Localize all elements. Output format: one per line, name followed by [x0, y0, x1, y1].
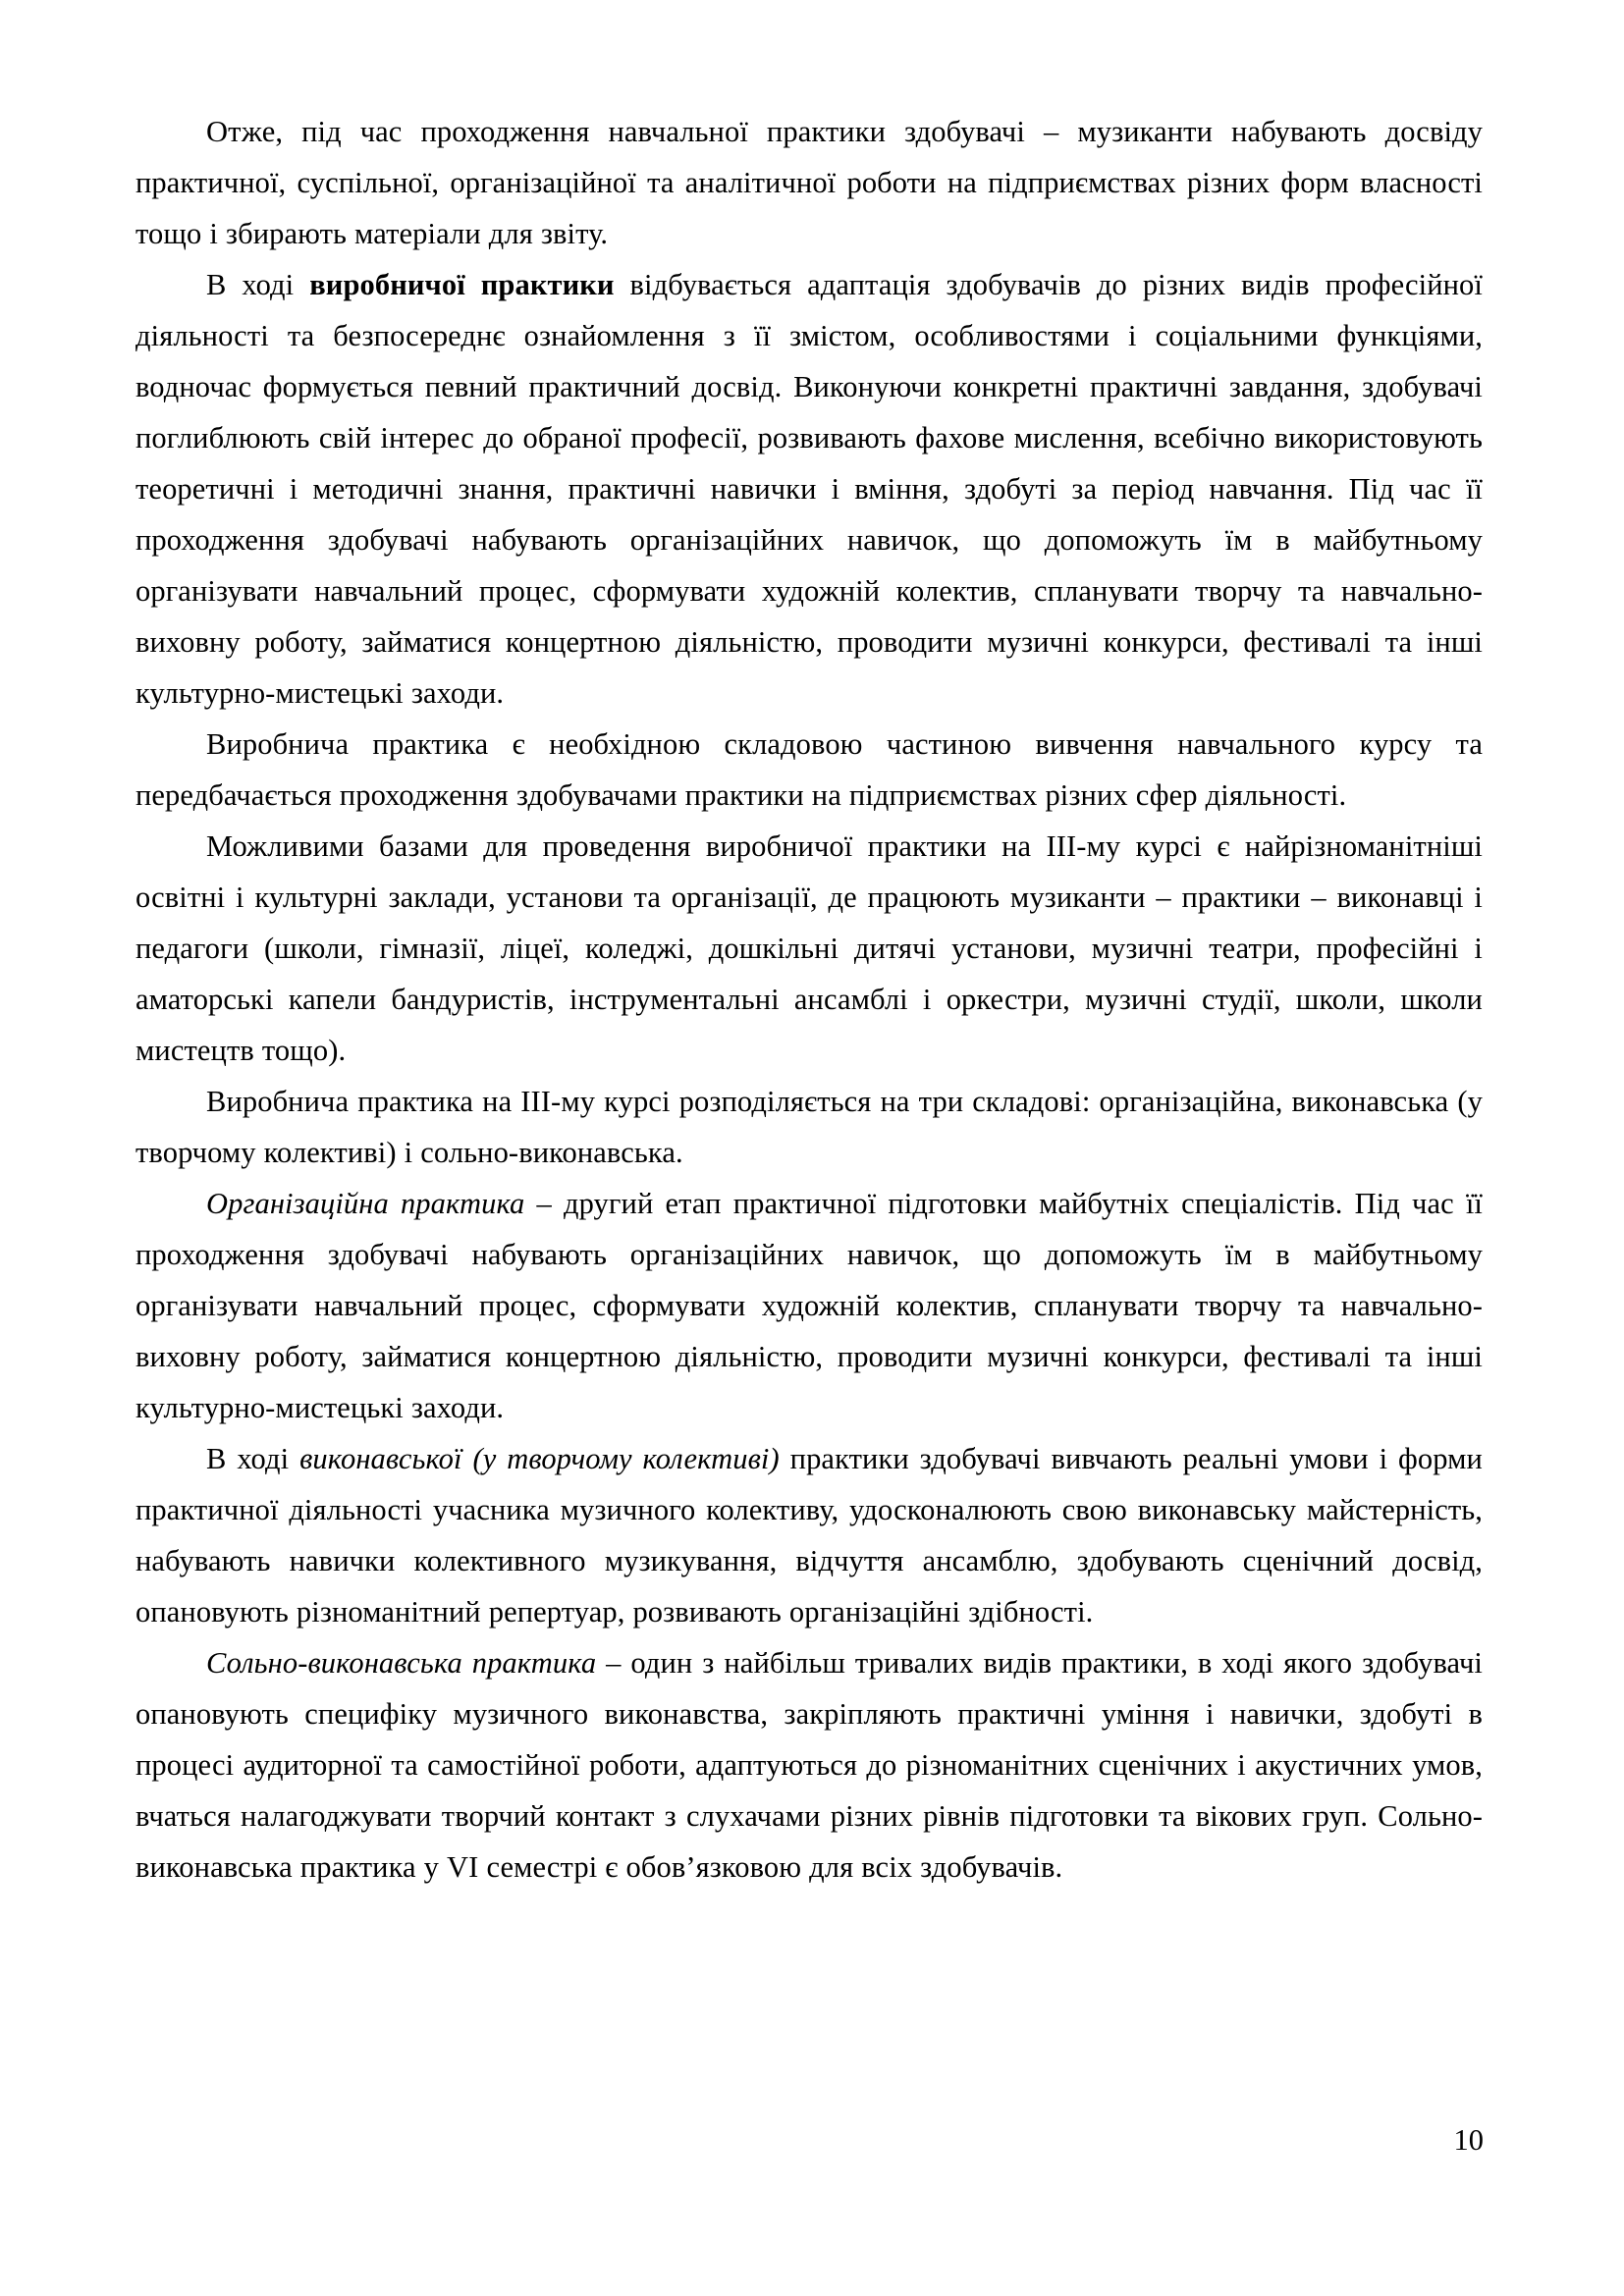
- paragraph: [135, 1433, 1483, 1637]
- text-run: Виробнича практика на ІІІ-му курсі розподіляється на три складові: організаційна, виконавська (у творчому колективі) і сольно-виконавська.: [135, 1085, 1483, 1169]
- text-run: – другий етап практичної підготовки майбутніх спеціалістів. Під час її проходження здобувачі набувають організаційних навичок, що допоможуть їм в майбутньому організувати навчальний процес, сформувати художній колектив, спланувати творчу та навчально-виховну роботу, займатися концертною діяльністю, проводити музичні конкурси, фестивалі та інші культурно-мистецькі заходи.: [135, 1187, 1483, 1424]
- paragraph: [135, 719, 1483, 821]
- text-run: – один з найбільш тривалих видів практики, в ході якого здобувачі опановують специфіку музичного виконавства, закріпляють практичні уміння і навички, здобуті в процесі аудиторної та самостійної роботи, адаптуються до різноманітних сценічних і акустичних умов, вчаться налагоджувати творчий контакт з слухачами різних рівнів підготовки та вікових груп. Сольно-виконавська практика у VI семестрі є обов’язковою для всіх здобувачів.: [135, 1646, 1483, 1884]
- page-number: 10: [1453, 2123, 1484, 2157]
- page-body-text: [135, 106, 1483, 1893]
- text-run: В ході: [206, 1442, 300, 1475]
- text-run: В ході: [206, 268, 310, 301]
- paragraph: [135, 1076, 1483, 1178]
- italic-term: Організаційна практика: [206, 1187, 525, 1220]
- text-run: Отже, під час проходження навчальної практики здобувачі – музиканти набувають досвіду практичної, суспільної, організаційної та аналітичної роботи на підприємствах різних форм власності тощо і збирають матеріали для звіту.: [135, 115, 1483, 250]
- italic-term: Сольно-виконавська практика: [206, 1646, 597, 1680]
- text-run: Можливими базами для проведення виробничої практики на ІІІ-му курсі є найрізноманітніші освітні і культурні заклади, установи та організації, де працюють музиканти – практики – виконавці і педагоги (школи, гімназії, ліцеї, коледжі, дошкільні дитячі установи, музичні театри, професійні і аматорські капели бандуристів, інструментальні ансамблі і оркестри, музичні студії, школи, школи мистецтв тощо).: [135, 829, 1483, 1067]
- paragraph: [135, 106, 1483, 259]
- text-run: практики здобувачі вивчають реальні умови і форми практичної діяльності учасника музичного колективу, удосконалюють свою виконавську майстерність, набувають навички колективного музикування, відчуття ансамблю, здобувають сценічний досвід, опановують різноманітний репертуар, розвивають організаційні здібності.: [135, 1442, 1483, 1629]
- bold-term: виробничої практики: [309, 268, 615, 301]
- italic-term: виконавської (у творчому колективі): [299, 1442, 780, 1475]
- paragraph: [135, 1178, 1483, 1433]
- text-run: Виробнича практика є необхідною складовою частиною вивчення навчального курсу та передбачається проходження здобувачами практики на підприємствах різних сфер діяльності.: [135, 727, 1483, 812]
- paragraph: [135, 1637, 1483, 1893]
- text-run: відбувається адаптація здобувачів до різних видів професійної діяльності та безпосереднє ознайомлення з її змістом, особливостями і соціальними функціями, водночас формується певний практичний досвід. Виконуючи конкретні практичні завдання, здобувачі поглиблюють свій інтерес до обраної професії, розвивають фахове мислення, всебічно використовують теоретичні і методичні знання, практичні навички і вміння, здобуті за період навчання. Під час її проходження здобувачі набувають організаційних навичок, що допоможуть їм в майбутньому організувати навчальний процес, сформувати художній колектив, спланувати творчу та навчально-виховну роботу, займатися концертною діяльністю, проводити музичні конкурси, фестивалі та інші культурно-мистецькі заходи.: [135, 268, 1483, 710]
- paragraph: [135, 259, 1483, 719]
- paragraph: [135, 821, 1483, 1076]
